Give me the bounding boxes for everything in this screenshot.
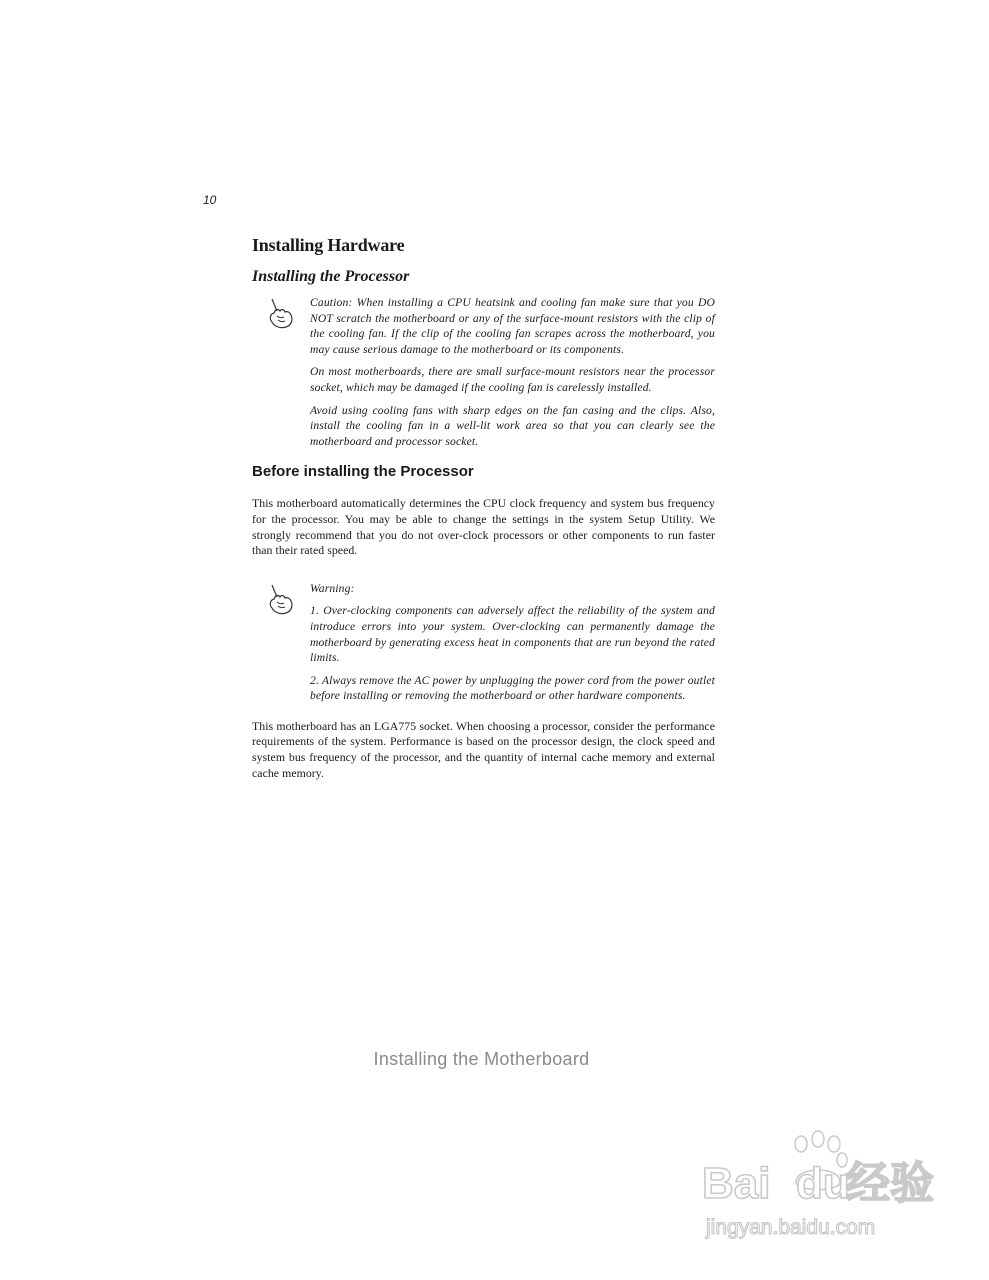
watermark-logo-tail: du bbox=[796, 1159, 850, 1208]
caution-paragraph: On most motherboards, there are small surface-mount resistors near the processor socket, which may be damaged if the cooling fan is carelessly installed. bbox=[310, 365, 715, 394]
caution-paragraph: Caution: When installing a CPU heatsink and cooling fan make sure that you DO NOT scratch the motherboard or any of the surface-mount resistors with the clip of the cooling fan. If the clip of the cooling fan scrapes across the motherboard, you may cause serious damage to the motherboard or its components. bbox=[310, 296, 715, 356]
watermark-url: jingyan.baidu.com bbox=[706, 1216, 876, 1239]
section-heading: Before installing the Processor bbox=[252, 463, 474, 481]
footer-title: Installing the Motherboard bbox=[373, 1049, 590, 1069]
warning-item: 1. Over-clocking components can adversely affect the reliability of the system and introduce errors into your system. Over-clocking can permanently damage the motherboard by generating excess heat in components that are run beyond the rated limits. bbox=[310, 604, 715, 665]
caution-paragraph: Avoid using cooling fans with sharp edges on the fan casing and the clips. Also, install the cooling fan in a well-lit work area so that you can clearly see the motherboard and processor socket. bbox=[310, 403, 715, 448]
page-number: 10 bbox=[203, 193, 217, 207]
watermark-cjk: 经验 bbox=[846, 1159, 934, 1208]
warning-item: 2. Always remove the AC power by unplugging the power cord from the power outlet before installing or removing the motherboard or other hardware components. bbox=[310, 673, 715, 703]
pointing-hand-icon bbox=[266, 583, 296, 617]
baidu-watermark bbox=[700, 1130, 940, 1250]
closing-paragraph: This motherboard has an LGA775 socket. When choosing a processor, consider the performance requirements of the system. Performance is based on the processor design, the clock speed and system bus frequency of the processor, and the quantity of internal cache memory and external cache memory. bbox=[252, 718, 715, 780]
page-footer bbox=[0, 1049, 989, 1070]
page-title: Installing Hardware bbox=[252, 235, 405, 255]
pointing-hand-icon bbox=[266, 297, 296, 331]
section-intro: This motherboard automatically determines the CPU clock frequency and system bus frequency for the processor. You may be able to change the settings in the system Setup Utility. We strongly recommend that you do not over-clock processors or other components to run faster than their rated speed. bbox=[252, 496, 715, 558]
page-content bbox=[252, 235, 715, 781]
warning-title: Warning: bbox=[310, 581, 355, 595]
watermark-logo: Bai bbox=[702, 1159, 771, 1208]
section-subtitle: Installing the Processor bbox=[252, 268, 410, 285]
warning-note bbox=[252, 581, 715, 704]
caution-note bbox=[252, 295, 715, 449]
